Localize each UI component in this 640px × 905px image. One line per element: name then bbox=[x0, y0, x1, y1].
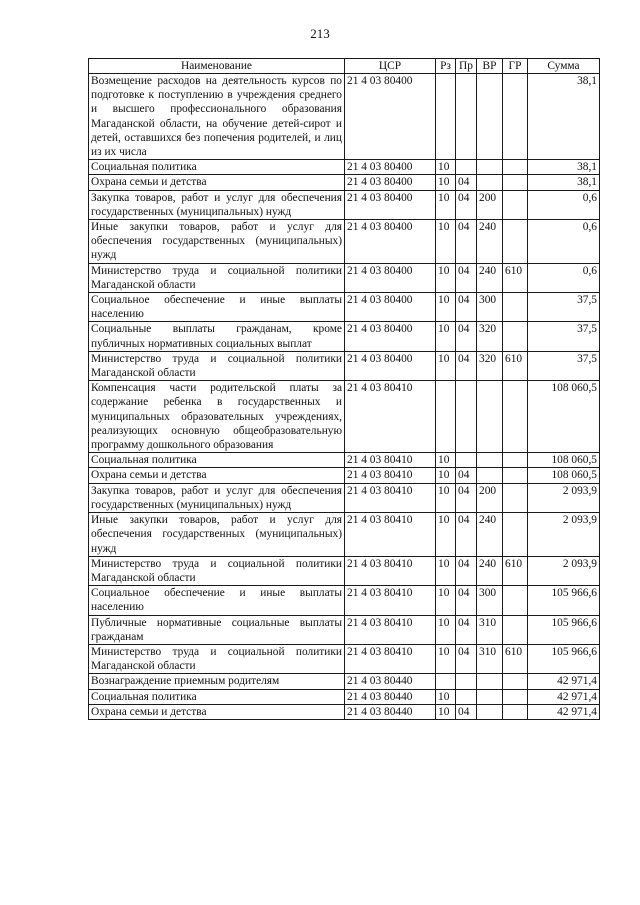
cell-pr bbox=[456, 674, 477, 689]
cell-rz: 10 bbox=[436, 175, 456, 190]
cell-sum: 42 971,4 bbox=[528, 674, 600, 689]
cell-rz: 10 bbox=[436, 644, 456, 673]
cell-sum: 38,1 bbox=[528, 74, 600, 160]
cell-csr: 21 4 03 80410 bbox=[345, 513, 436, 557]
cell-pr: 04 bbox=[456, 586, 477, 615]
cell-vr: 300 bbox=[477, 293, 503, 322]
cell-gr bbox=[503, 160, 528, 175]
cell-gr bbox=[503, 74, 528, 160]
cell-gr bbox=[503, 453, 528, 468]
cell-rz bbox=[436, 674, 456, 689]
table-row bbox=[89, 615, 600, 644]
cell-sum: 105 966,6 bbox=[528, 586, 600, 615]
cell-gr bbox=[503, 293, 528, 322]
cell-sum: 0,6 bbox=[528, 190, 600, 219]
cell-csr: 21 4 03 80400 bbox=[345, 263, 436, 292]
cell-vr: 240 bbox=[477, 220, 503, 264]
cell-pr: 04 bbox=[456, 644, 477, 673]
cell-sum: 2 093,9 bbox=[528, 483, 600, 512]
header-csr: ЦСР bbox=[345, 59, 436, 74]
cell-gr bbox=[503, 689, 528, 704]
cell-pr: 04 bbox=[456, 704, 477, 719]
table-row bbox=[89, 468, 600, 483]
cell-vr bbox=[477, 674, 503, 689]
cell-sum: 108 060,5 bbox=[528, 468, 600, 483]
cell-sum: 105 966,6 bbox=[528, 644, 600, 673]
cell-vr bbox=[477, 453, 503, 468]
cell-vr: 240 bbox=[477, 513, 503, 557]
cell-name: Охрана семьи и детства bbox=[89, 704, 345, 719]
cell-vr: 240 bbox=[477, 263, 503, 292]
cell-pr bbox=[456, 74, 477, 160]
cell-csr: 21 4 03 80410 bbox=[345, 453, 436, 468]
cell-name: Иные закупки товаров, работ и услуг для обеспечения государственных (муниципальных) нужд bbox=[89, 220, 345, 264]
table-row bbox=[89, 644, 600, 673]
cell-vr: 320 bbox=[477, 351, 503, 380]
cell-vr: 310 bbox=[477, 644, 503, 673]
table-row bbox=[89, 586, 600, 615]
table-header-row bbox=[89, 59, 600, 74]
cell-sum: 0,6 bbox=[528, 263, 600, 292]
table-row bbox=[89, 351, 600, 380]
cell-sum: 105 966,6 bbox=[528, 615, 600, 644]
cell-rz: 10 bbox=[436, 689, 456, 704]
cell-gr bbox=[503, 674, 528, 689]
header-sum: Сумма bbox=[528, 59, 600, 74]
cell-sum: 108 060,5 bbox=[528, 453, 600, 468]
cell-name: Закупка товаров, работ и услуг для обеспечения государственных (муниципальных) нужд bbox=[89, 483, 345, 512]
table-row bbox=[89, 674, 600, 689]
cell-rz: 10 bbox=[436, 513, 456, 557]
table-row bbox=[89, 160, 600, 175]
table-row bbox=[89, 381, 600, 453]
cell-rz bbox=[436, 74, 456, 160]
cell-pr: 04 bbox=[456, 615, 477, 644]
cell-vr bbox=[477, 689, 503, 704]
cell-gr bbox=[503, 586, 528, 615]
cell-vr: 200 bbox=[477, 190, 503, 219]
table-row bbox=[89, 263, 600, 292]
cell-vr bbox=[477, 468, 503, 483]
cell-csr: 21 4 03 80400 bbox=[345, 293, 436, 322]
cell-name: Вознаграждение приемным родителям bbox=[89, 674, 345, 689]
cell-name: Министерство труда и социальной политики Магаданской области bbox=[89, 644, 345, 673]
cell-csr: 21 4 03 80440 bbox=[345, 674, 436, 689]
cell-sum: 37,5 bbox=[528, 351, 600, 380]
cell-pr: 04 bbox=[456, 322, 477, 351]
cell-sum: 0,6 bbox=[528, 220, 600, 264]
cell-gr bbox=[503, 468, 528, 483]
header-pr: Пр bbox=[456, 59, 477, 74]
cell-sum: 38,1 bbox=[528, 175, 600, 190]
cell-vr bbox=[477, 74, 503, 160]
table-row bbox=[89, 556, 600, 585]
cell-name: Закупка товаров, работ и услуг для обеспечения государственных (муниципальных) нужд bbox=[89, 190, 345, 219]
cell-vr bbox=[477, 175, 503, 190]
table-row bbox=[89, 704, 600, 719]
table-row bbox=[89, 190, 600, 219]
cell-vr bbox=[477, 160, 503, 175]
cell-rz: 10 bbox=[436, 453, 456, 468]
cell-rz: 10 bbox=[436, 263, 456, 292]
cell-pr bbox=[456, 160, 477, 175]
table-row bbox=[89, 293, 600, 322]
table-body bbox=[89, 74, 600, 720]
cell-name: Охрана семьи и детства bbox=[89, 175, 345, 190]
cell-sum: 108 060,5 bbox=[528, 381, 600, 453]
cell-rz bbox=[436, 381, 456, 453]
table-row bbox=[89, 453, 600, 468]
cell-gr bbox=[503, 220, 528, 264]
cell-pr bbox=[456, 453, 477, 468]
cell-csr: 21 4 03 80410 bbox=[345, 381, 436, 453]
cell-rz: 10 bbox=[436, 160, 456, 175]
cell-pr: 04 bbox=[456, 483, 477, 512]
cell-sum: 2 093,9 bbox=[528, 513, 600, 557]
cell-csr: 21 4 03 80400 bbox=[345, 351, 436, 380]
cell-vr: 240 bbox=[477, 556, 503, 585]
cell-csr: 21 4 03 80440 bbox=[345, 704, 436, 719]
header-rz: Рз bbox=[436, 59, 456, 74]
table-row bbox=[89, 74, 600, 160]
cell-name: Социальное обеспечение и иные выплаты населению bbox=[89, 293, 345, 322]
cell-name: Министерство труда и социальной политики Магаданской области bbox=[89, 556, 345, 585]
cell-gr bbox=[503, 190, 528, 219]
cell-name: Иные закупки товаров, работ и услуг для обеспечения государственных (муниципальных) нужд bbox=[89, 513, 345, 557]
cell-name: Социальная политика bbox=[89, 453, 345, 468]
cell-vr bbox=[477, 704, 503, 719]
table-row bbox=[89, 513, 600, 557]
cell-gr bbox=[503, 704, 528, 719]
cell-sum: 37,5 bbox=[528, 322, 600, 351]
cell-csr: 21 4 03 80410 bbox=[345, 468, 436, 483]
cell-rz: 10 bbox=[436, 615, 456, 644]
cell-name: Социальное обеспечение и иные выплаты населению bbox=[89, 586, 345, 615]
cell-csr: 21 4 03 80440 bbox=[345, 689, 436, 704]
cell-gr bbox=[503, 175, 528, 190]
cell-pr: 04 bbox=[456, 220, 477, 264]
cell-pr: 04 bbox=[456, 293, 477, 322]
cell-pr: 04 bbox=[456, 468, 477, 483]
cell-name: Социальная политика bbox=[89, 160, 345, 175]
cell-gr bbox=[503, 381, 528, 453]
cell-csr: 21 4 03 80410 bbox=[345, 586, 436, 615]
cell-gr: 610 bbox=[503, 351, 528, 380]
cell-rz: 10 bbox=[436, 468, 456, 483]
cell-csr: 21 4 03 80400 bbox=[345, 175, 436, 190]
cell-gr bbox=[503, 483, 528, 512]
cell-name: Охрана семьи и детства bbox=[89, 468, 345, 483]
cell-pr: 04 bbox=[456, 263, 477, 292]
cell-gr: 610 bbox=[503, 644, 528, 673]
cell-gr bbox=[503, 322, 528, 351]
cell-name: Возмещение расходов на деятельность курсов по подготовке к поступлению в учреждения среднего и высшего профессионального образования Магаданской области, на обучение детей-сирот и детей, оставшихся без попечения родителей, и лиц из их числа bbox=[89, 74, 345, 160]
cell-csr: 21 4 03 80400 bbox=[345, 74, 436, 160]
cell-csr: 21 4 03 80410 bbox=[345, 644, 436, 673]
cell-pr: 04 bbox=[456, 175, 477, 190]
cell-csr: 21 4 03 80410 bbox=[345, 615, 436, 644]
cell-csr: 21 4 03 80400 bbox=[345, 220, 436, 264]
cell-rz: 10 bbox=[436, 704, 456, 719]
cell-vr bbox=[477, 381, 503, 453]
cell-pr bbox=[456, 381, 477, 453]
cell-gr: 610 bbox=[503, 263, 528, 292]
cell-csr: 21 4 03 80410 bbox=[345, 556, 436, 585]
cell-pr bbox=[456, 689, 477, 704]
cell-rz: 10 bbox=[436, 483, 456, 512]
cell-pr: 04 bbox=[456, 351, 477, 380]
table-row bbox=[89, 689, 600, 704]
header-gr: ГР bbox=[503, 59, 528, 74]
cell-vr: 320 bbox=[477, 322, 503, 351]
budget-table bbox=[88, 58, 600, 720]
header-vr: ВР bbox=[477, 59, 503, 74]
cell-csr: 21 4 03 80400 bbox=[345, 190, 436, 219]
cell-name: Социальные выплаты гражданам, кроме публичных нормативных социальных выплат bbox=[89, 322, 345, 351]
table-row bbox=[89, 175, 600, 190]
cell-rz: 10 bbox=[436, 351, 456, 380]
cell-rz: 10 bbox=[436, 293, 456, 322]
cell-rz: 10 bbox=[436, 322, 456, 351]
cell-vr: 300 bbox=[477, 586, 503, 615]
cell-name: Министерство труда и социальной политики Магаданской области bbox=[89, 351, 345, 380]
cell-gr bbox=[503, 615, 528, 644]
cell-sum: 37,5 bbox=[528, 293, 600, 322]
cell-pr: 04 bbox=[456, 190, 477, 219]
cell-sum: 42 971,4 bbox=[528, 704, 600, 719]
cell-csr: 21 4 03 80400 bbox=[345, 322, 436, 351]
cell-gr: 610 bbox=[503, 556, 528, 585]
cell-vr: 310 bbox=[477, 615, 503, 644]
table-row bbox=[89, 483, 600, 512]
cell-name: Социальная политика bbox=[89, 689, 345, 704]
cell-pr: 04 bbox=[456, 556, 477, 585]
cell-rz: 10 bbox=[436, 220, 456, 264]
page-number: 213 bbox=[310, 26, 330, 41]
cell-sum: 42 971,4 bbox=[528, 689, 600, 704]
cell-gr bbox=[503, 513, 528, 557]
cell-pr: 04 bbox=[456, 513, 477, 557]
cell-rz: 10 bbox=[436, 586, 456, 615]
cell-name: Публичные нормативные социальные выплаты гражданам bbox=[89, 615, 345, 644]
table-row bbox=[89, 322, 600, 351]
header-name: Наименование bbox=[89, 59, 345, 74]
cell-name: Компенсация части родительской платы за содержание ребенка в государственных и муниципальных образовательных учреждениях, реализующих основную общеобразовательную программу дошкольного образования bbox=[89, 381, 345, 453]
cell-name: Министерство труда и социальной политики Магаданской области bbox=[89, 263, 345, 292]
cell-rz: 10 bbox=[436, 556, 456, 585]
cell-vr: 200 bbox=[477, 483, 503, 512]
cell-csr: 21 4 03 80400 bbox=[345, 160, 436, 175]
cell-sum: 38,1 bbox=[528, 160, 600, 175]
cell-csr: 21 4 03 80410 bbox=[345, 483, 436, 512]
cell-sum: 2 093,9 bbox=[528, 556, 600, 585]
cell-rz: 10 bbox=[436, 190, 456, 219]
table-row bbox=[89, 220, 600, 264]
